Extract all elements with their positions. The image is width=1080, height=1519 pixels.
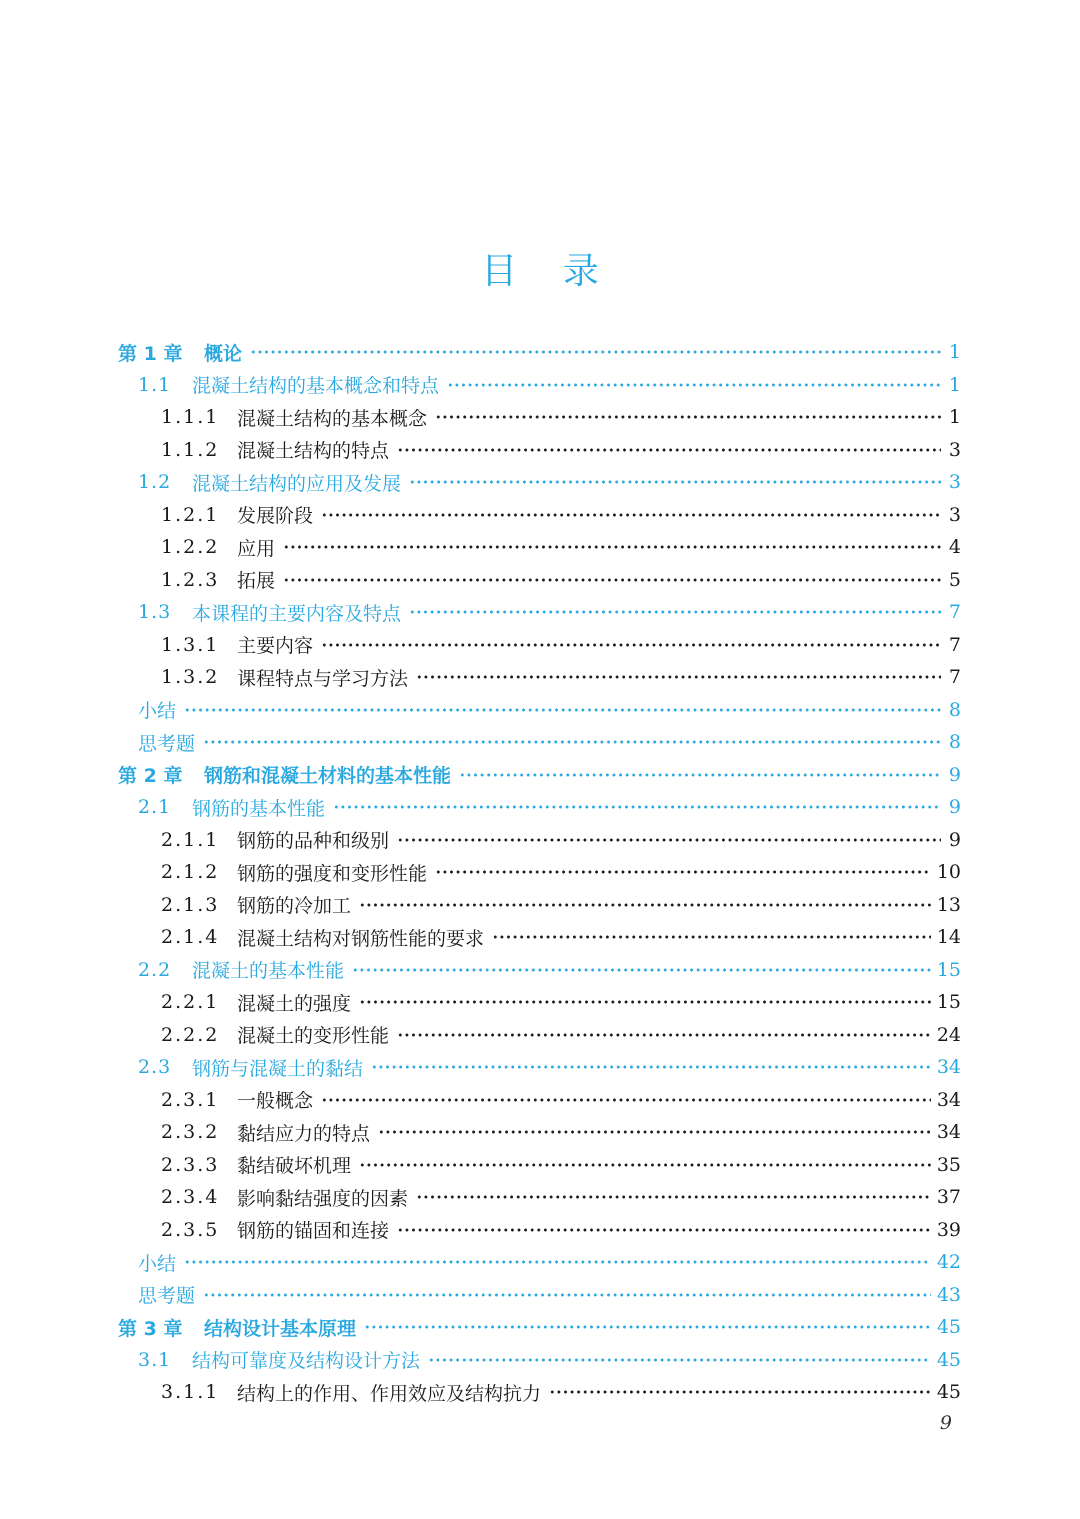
- toc-entry-number: 2.3: [138, 1056, 172, 1079]
- toc-entry-page: 4: [948, 536, 961, 559]
- toc-entry-title: 钢筋与混凝土的黏结: [192, 1057, 364, 1080]
- toc-entry-title: 拓展: [237, 570, 276, 593]
- dot-leader: [359, 902, 931, 908]
- toc-entry-number: 1.2: [138, 471, 172, 494]
- toc-entry-page: 3: [948, 471, 961, 494]
- toc-entry[interactable]: [118, 1019, 961, 1052]
- toc-entry-page: 7: [948, 601, 961, 624]
- dot-leader: [203, 739, 941, 745]
- toc-entry-number: 1.1.2: [161, 438, 220, 461]
- toc-entry-title: 混凝土结构对钢筋性能的要求: [237, 927, 485, 950]
- toc-entry-number: 2.3.5: [161, 1218, 220, 1241]
- toc-entry-title: 发展阶段: [237, 505, 314, 528]
- toc-entry-title: 钢筋的锚固和连接: [237, 1220, 390, 1243]
- toc-entry-number: 第 2 章: [118, 765, 183, 788]
- toc-entry-page: 37: [936, 1186, 961, 1209]
- dot-leader: [549, 1389, 931, 1395]
- toc-entry-page: 45: [936, 1316, 961, 1339]
- toc-entry-number: 1.2.2: [161, 536, 220, 559]
- toc-entry-number: 2.1.1: [161, 828, 220, 851]
- toc-entry-page: 3: [948, 438, 961, 461]
- toc-entry-number: 3.1.1: [161, 1381, 220, 1404]
- toc-entry[interactable]: [118, 629, 961, 662]
- toc-entry-number: 1.2.1: [161, 503, 220, 526]
- toc-entry[interactable]: [118, 1084, 961, 1117]
- dot-leader: [352, 967, 931, 973]
- toc-entry-page: 13: [936, 893, 961, 916]
- toc-entry-title: 钢筋的基本性能: [192, 797, 326, 820]
- dot-leader: [492, 934, 931, 940]
- toc-entry[interactable]: [118, 1376, 961, 1409]
- dot-leader: [283, 577, 941, 583]
- toc-entry-page: 9: [948, 796, 961, 819]
- dot-leader: [321, 512, 941, 518]
- dot-leader: [184, 707, 941, 713]
- toc-entry-title: 小结: [138, 700, 177, 723]
- toc-entry-page: 3: [948, 503, 961, 526]
- toc-entry[interactable]: [118, 856, 961, 889]
- toc-entry[interactable]: [118, 1051, 961, 1084]
- toc-entry[interactable]: [118, 499, 961, 532]
- toc-entry-number: 第 1 章: [118, 342, 183, 365]
- toc-list: [118, 336, 961, 1409]
- dot-leader: [397, 837, 941, 843]
- toc-entry-page: 15: [936, 991, 961, 1014]
- toc-entry[interactable]: [118, 369, 961, 402]
- toc-entry-page: 5: [948, 568, 961, 591]
- toc-entry-number: 2.1.3: [161, 893, 220, 916]
- toc-entry-title: 主要内容: [237, 635, 314, 658]
- toc-entry-page: 34: [936, 1088, 961, 1111]
- toc-entry-title: 钢筋的冷加工: [237, 895, 352, 918]
- toc-entry-number: 1.1.1: [161, 406, 220, 429]
- dot-leader: [397, 1227, 931, 1233]
- toc-entry-title: 钢筋和混凝土材料的基本性能: [204, 765, 452, 788]
- toc-entry-page: 8: [948, 731, 961, 754]
- toc-entry-number: 1.2.3: [161, 568, 220, 591]
- dot-leader: [321, 642, 941, 648]
- toc-entry[interactable]: [118, 336, 961, 369]
- toc-entry-title: 思考题: [138, 1285, 196, 1308]
- dot-leader: [435, 869, 931, 875]
- toc-entry-title: 黏结破坏机理: [237, 1155, 352, 1178]
- page-title: 目 录: [481, 251, 599, 292]
- toc-entry[interactable]: [118, 824, 961, 857]
- toc-entry[interactable]: [118, 759, 961, 792]
- toc-entry-title: 混凝土结构的基本概念和特点: [192, 375, 440, 398]
- toc-entry-number: 2.2: [138, 958, 172, 981]
- toc-entry[interactable]: [118, 726, 961, 759]
- dot-leader: [428, 1357, 931, 1363]
- dot-leader: [397, 1032, 931, 1038]
- toc-entry-title: 混凝土的强度: [237, 992, 352, 1015]
- toc-entry-page: 1: [948, 341, 961, 364]
- dot-leader: [250, 349, 941, 355]
- toc-entry-number: 2.2.2: [161, 1023, 220, 1046]
- dot-leader: [416, 1194, 931, 1200]
- toc-entry[interactable]: [118, 1279, 961, 1312]
- toc-entry-number: 2.1: [138, 796, 172, 819]
- toc-entry-number: 1.3.2: [161, 666, 220, 689]
- toc-entry-number: 2.2.1: [161, 991, 220, 1014]
- toc-entry-page: 7: [948, 633, 961, 656]
- toc-entry-page: 1: [948, 406, 961, 429]
- toc-entry[interactable]: [118, 466, 961, 499]
- toc-entry-number: 2.3.2: [161, 1121, 220, 1144]
- toc-entry-title: 混凝土结构的应用及发展: [192, 472, 402, 495]
- toc-entry-number: 2.3.4: [161, 1186, 220, 1209]
- toc-entry[interactable]: [118, 661, 961, 694]
- dot-leader: [283, 544, 941, 550]
- toc-entry-number: 1.1: [138, 373, 172, 396]
- toc-entry-page: 7: [948, 666, 961, 689]
- toc-entry[interactable]: [118, 434, 961, 467]
- toc-entry-page: 43: [936, 1283, 961, 1306]
- toc-entry-title: 影响黏结强度的因素: [237, 1187, 409, 1210]
- toc-entry-page: 14: [936, 926, 961, 949]
- dot-leader: [333, 804, 941, 810]
- toc-entry-page: 34: [936, 1056, 961, 1079]
- toc-entry[interactable]: [118, 596, 961, 629]
- toc-entry-title: 小结: [138, 1252, 177, 1275]
- toc-entry-number: 2.1.2: [161, 861, 220, 884]
- dot-leader: [378, 1129, 931, 1135]
- dot-leader: [416, 674, 941, 680]
- toc-entry[interactable]: [118, 1181, 961, 1214]
- toc-entry-title: 钢筋的强度和变形性能: [237, 862, 428, 885]
- toc-entry-page: 39: [936, 1218, 961, 1241]
- toc-entry-page: 15: [936, 958, 961, 981]
- toc-entry[interactable]: [118, 1149, 961, 1182]
- toc-entry[interactable]: [118, 791, 961, 824]
- toc-entry[interactable]: [118, 564, 961, 597]
- dot-leader: [447, 382, 941, 388]
- dot-leader: [359, 999, 931, 1005]
- toc-entry-page: 35: [936, 1153, 961, 1176]
- toc-entry-number: 3.1: [138, 1348, 172, 1371]
- toc-entry-title: 应用: [237, 537, 276, 560]
- toc-entry-number: 1.3.1: [161, 633, 220, 656]
- toc-entry-title: 黏结应力的特点: [237, 1122, 371, 1145]
- toc-entry-title: 概论: [204, 342, 243, 365]
- toc-entry-title: 结构可靠度及结构设计方法: [192, 1350, 421, 1373]
- toc-entry-title: 课程特点与学习方法: [237, 667, 409, 690]
- toc-entry-page: 1: [948, 373, 961, 396]
- dot-leader: [359, 1162, 931, 1168]
- toc-entry-page: 9: [948, 828, 961, 851]
- toc-entry-title: 混凝土结构的基本概念: [237, 407, 428, 430]
- dot-leader: [409, 479, 941, 485]
- toc-entry-number: 第 3 章: [118, 1317, 183, 1340]
- toc-entry-page: 45: [936, 1348, 961, 1371]
- toc-entry[interactable]: [118, 1344, 961, 1377]
- toc-entry-page: 9: [948, 763, 961, 786]
- dot-leader: [397, 447, 941, 453]
- toc-entry-title: 结构上的作用、作用效应及结构抗力: [237, 1382, 542, 1405]
- toc-entry-page: 42: [936, 1251, 961, 1274]
- dot-leader: [409, 609, 941, 615]
- dot-leader: [203, 1292, 931, 1298]
- toc-entry[interactable]: [118, 531, 961, 564]
- dot-leader: [459, 772, 941, 778]
- toc-entry-title: 本课程的主要内容及特点: [192, 602, 402, 625]
- toc-entry[interactable]: [118, 694, 961, 727]
- toc-entry-title: 结构设计基本原理: [204, 1317, 357, 1340]
- toc-entry[interactable]: [118, 1214, 961, 1247]
- dot-leader: [435, 414, 941, 420]
- toc-entry-title: 混凝土结构的特点: [237, 440, 390, 463]
- toc-entry[interactable]: [118, 401, 961, 434]
- toc-entry[interactable]: [118, 889, 961, 922]
- toc-entry-title: 混凝土的基本性能: [192, 960, 345, 983]
- toc-entry[interactable]: [118, 986, 961, 1019]
- toc-entry[interactable]: [118, 1246, 961, 1279]
- toc-entry-number: 2.3.1: [161, 1088, 220, 1111]
- dot-leader: [184, 1259, 931, 1265]
- toc-entry-title: 混凝土的变形性能: [237, 1025, 390, 1048]
- dot-leader: [364, 1324, 931, 1330]
- toc-entry-page: 34: [936, 1121, 961, 1144]
- toc-entry-page: 10: [936, 861, 961, 884]
- toc-entry[interactable]: [118, 1116, 961, 1149]
- toc-entry[interactable]: [118, 1311, 961, 1344]
- page-number: 9: [939, 1412, 952, 1434]
- dot-leader: [371, 1064, 931, 1070]
- toc-entry-page: 8: [948, 698, 961, 721]
- toc-entry[interactable]: [118, 954, 961, 987]
- toc-entry-number: 2.1.4: [161, 926, 220, 949]
- toc-entry-number: 1.3: [138, 601, 172, 624]
- toc-entry-number: 2.3.3: [161, 1153, 220, 1176]
- dot-leader: [321, 1097, 931, 1103]
- toc-entry-title: 思考题: [138, 732, 196, 755]
- toc-entry-title: 钢筋的品种和级别: [237, 830, 390, 853]
- toc-entry-page: 24: [936, 1023, 961, 1046]
- toc-entry[interactable]: [118, 921, 961, 954]
- toc-entry-page: 45: [936, 1381, 961, 1404]
- toc-entry-title: 一般概念: [237, 1090, 314, 1113]
